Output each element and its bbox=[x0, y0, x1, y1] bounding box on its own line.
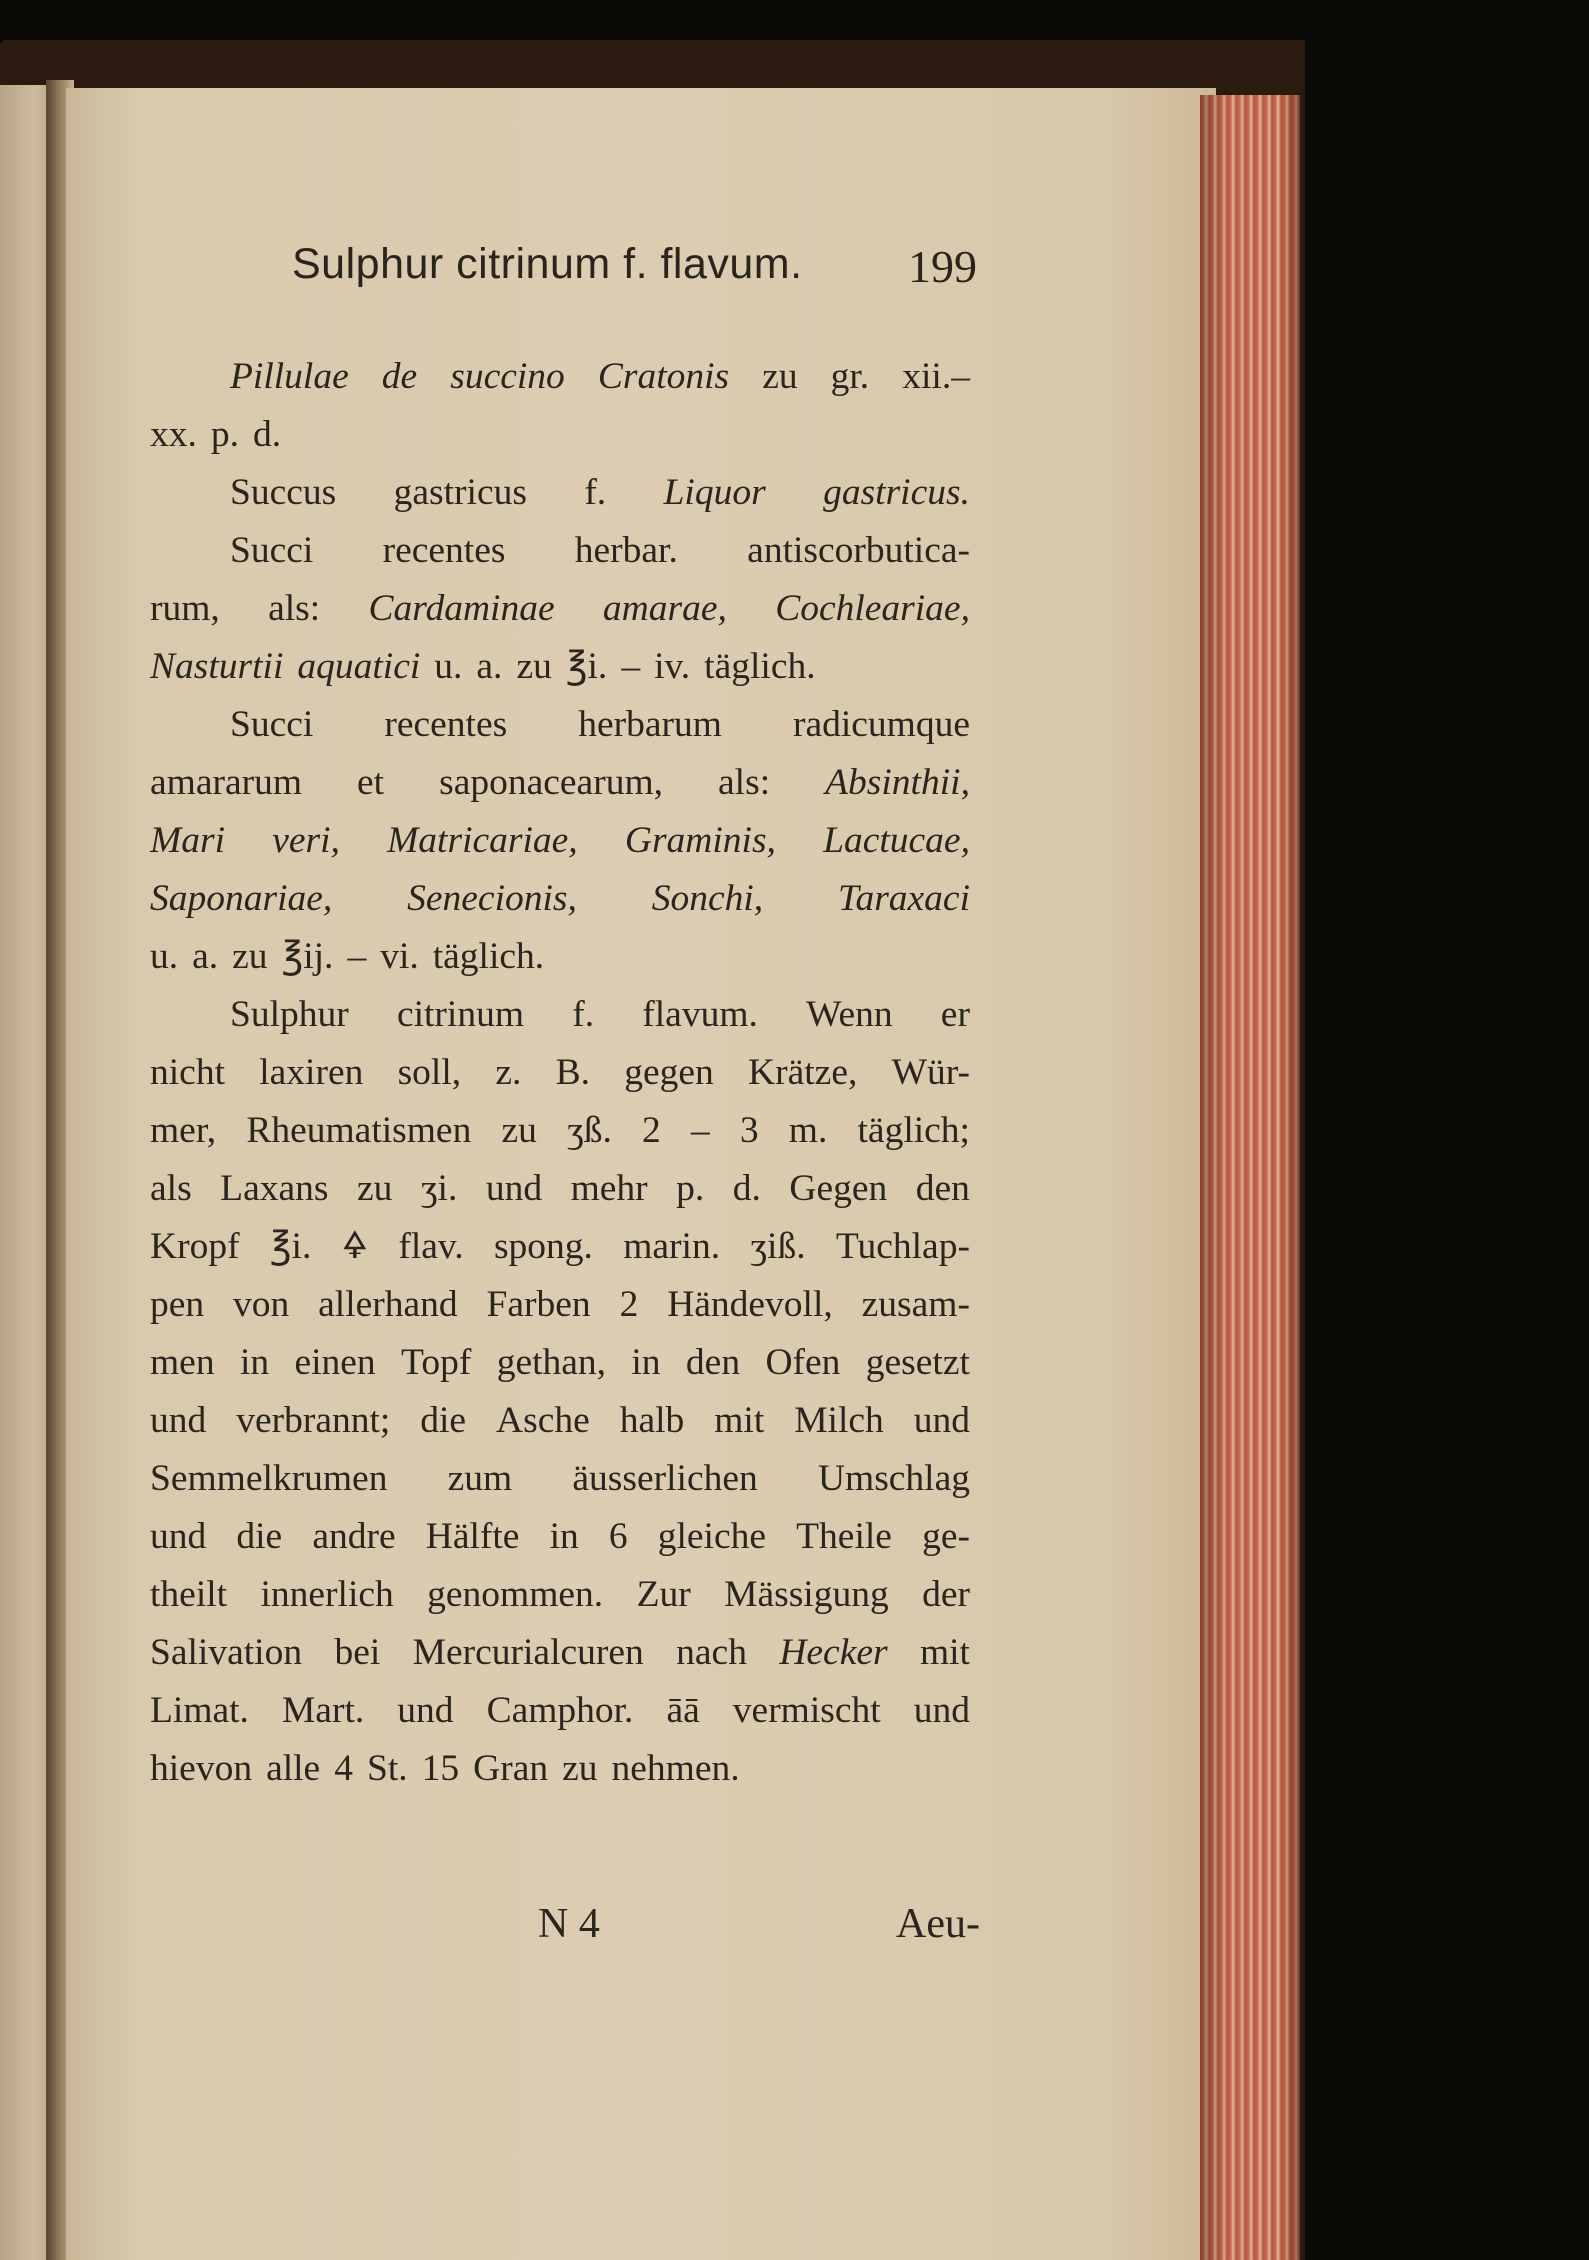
text-line bbox=[150, 406, 970, 464]
text-word: ge- bbox=[922, 1516, 970, 1557]
text-word: hievon bbox=[150, 1748, 253, 1789]
text-word: Ofen bbox=[765, 1342, 841, 1383]
text-word: als bbox=[150, 1168, 192, 1209]
text-word: p. bbox=[210, 414, 239, 455]
text-word: gastricus bbox=[393, 472, 527, 513]
text-word: genommen. bbox=[427, 1574, 604, 1615]
text-word: Farben bbox=[486, 1284, 591, 1325]
text-word: nehmen. bbox=[611, 1748, 740, 1789]
text-line bbox=[150, 522, 970, 580]
text-word: mer, bbox=[150, 1110, 217, 1151]
text-word: Mercurialcuren bbox=[412, 1632, 644, 1673]
page-footer bbox=[150, 1900, 980, 1960]
text-word: ℥ij. bbox=[281, 936, 334, 977]
text-word: 🜍 bbox=[341, 1226, 369, 1267]
text-word: gleiche bbox=[657, 1516, 767, 1557]
text-line bbox=[150, 1392, 970, 1450]
text-word: a. bbox=[192, 936, 219, 977]
text-word: recentes bbox=[384, 704, 508, 745]
text-word: rum, bbox=[150, 588, 220, 629]
text-line bbox=[150, 638, 970, 696]
text-word: gegen bbox=[624, 1052, 714, 1093]
text-word: zu bbox=[356, 1168, 393, 1209]
text-word: gethan, bbox=[496, 1342, 607, 1383]
text-word: soll, bbox=[397, 1052, 462, 1093]
text-word: Cardaminae bbox=[368, 588, 555, 629]
text-word: Topf bbox=[401, 1342, 472, 1383]
text-word: de bbox=[381, 356, 418, 397]
text-word: der bbox=[922, 1574, 970, 1615]
text-word: pen bbox=[150, 1284, 205, 1325]
text-word: Wür- bbox=[891, 1052, 970, 1093]
text-line bbox=[150, 1218, 970, 1276]
text-word: Gran bbox=[473, 1748, 549, 1789]
text-word: – bbox=[690, 1110, 710, 1151]
text-word: veri, bbox=[272, 820, 340, 861]
text-word: m. bbox=[788, 1110, 828, 1151]
text-word: Cratonis bbox=[597, 356, 730, 397]
text-word: in bbox=[239, 1342, 270, 1383]
text-word: Liquor bbox=[663, 472, 766, 513]
text-line bbox=[150, 986, 970, 1044]
page-body bbox=[150, 348, 970, 1798]
text-line bbox=[150, 1508, 970, 1566]
text-word: Milch bbox=[794, 1400, 884, 1441]
text-word: verbrannt; bbox=[236, 1400, 391, 1441]
text-word: u. bbox=[150, 936, 179, 977]
text-word: andre bbox=[312, 1516, 396, 1557]
text-line bbox=[150, 1450, 970, 1508]
text-word: 3 bbox=[739, 1110, 759, 1151]
running-title: Sulphur citrinum f. flavum. bbox=[292, 240, 803, 288]
text-word: zu bbox=[516, 646, 552, 687]
text-word: gastricus. bbox=[823, 472, 970, 513]
text-word: Rheumatismen bbox=[246, 1110, 472, 1151]
text-word: 4 bbox=[334, 1748, 353, 1789]
text-word: und bbox=[913, 1400, 970, 1441]
text-word: und bbox=[485, 1168, 543, 1209]
text-word: Tuchlap- bbox=[835, 1226, 970, 1267]
text-word: ʒß. bbox=[567, 1110, 612, 1151]
text-word: zu bbox=[501, 1110, 537, 1151]
text-word: innerlich bbox=[260, 1574, 394, 1615]
text-word: mit bbox=[919, 1632, 970, 1673]
text-word: u. bbox=[434, 646, 463, 687]
text-word: täglich. bbox=[704, 646, 816, 687]
text-word: zu bbox=[762, 356, 798, 397]
signature-mark: N 4 bbox=[538, 1901, 600, 1947]
text-word: marin. bbox=[623, 1226, 721, 1267]
text-word: alle bbox=[266, 1748, 321, 1789]
text-word: Lactucae, bbox=[823, 820, 970, 861]
text-line bbox=[150, 1160, 970, 1218]
text-word: vermischt bbox=[732, 1690, 881, 1731]
text-word: zum bbox=[447, 1458, 513, 1499]
text-word: Kropf bbox=[150, 1226, 240, 1267]
text-word: Umschlag bbox=[817, 1458, 970, 1499]
text-word: ʒi. bbox=[420, 1168, 458, 1209]
text-line bbox=[150, 1566, 970, 1624]
text-line bbox=[150, 580, 970, 638]
text-word: Senecionis, bbox=[407, 878, 577, 919]
text-word: und bbox=[397, 1690, 454, 1731]
running-header bbox=[292, 240, 977, 310]
text-line bbox=[150, 754, 970, 812]
text-word: Cochleariae, bbox=[775, 588, 970, 629]
text-word: Sulphur bbox=[230, 994, 349, 1035]
text-word: ℥i. bbox=[269, 1226, 312, 1267]
text-word: a. bbox=[476, 646, 503, 687]
text-word: Händevoll, bbox=[667, 1284, 833, 1325]
text-word: Limat. bbox=[150, 1690, 249, 1731]
text-word: recentes bbox=[382, 530, 506, 571]
text-word: laxiren bbox=[259, 1052, 364, 1093]
text-word: Mässigung bbox=[724, 1574, 889, 1615]
text-word: Taraxaci bbox=[838, 878, 970, 919]
text-word: als: bbox=[718, 762, 771, 803]
text-word: et bbox=[357, 762, 385, 803]
text-word: bei bbox=[334, 1632, 381, 1673]
text-word: Krätze, bbox=[748, 1052, 858, 1093]
text-word: Salivation bbox=[150, 1632, 303, 1673]
text-word: Absinthii, bbox=[825, 762, 970, 803]
text-word: Pillulae bbox=[230, 356, 349, 397]
text-word: men bbox=[150, 1342, 215, 1383]
text-word: mehr bbox=[570, 1168, 648, 1209]
text-word: allerhand bbox=[318, 1284, 458, 1325]
text-line bbox=[150, 1102, 970, 1160]
text-word: als: bbox=[268, 588, 321, 629]
text-word: amarae, bbox=[602, 588, 727, 629]
text-word: xx. bbox=[150, 414, 197, 455]
text-word: nicht bbox=[150, 1052, 225, 1093]
text-word: theilt bbox=[150, 1574, 228, 1615]
text-word: und bbox=[913, 1690, 970, 1731]
text-word: nach bbox=[676, 1632, 747, 1673]
text-line bbox=[150, 464, 970, 522]
text-word: f. bbox=[584, 472, 607, 513]
text-word: flavum. bbox=[642, 994, 758, 1035]
text-word: Semmelkrumen bbox=[150, 1458, 388, 1499]
text-line bbox=[150, 812, 970, 870]
text-word: Sonchi, bbox=[651, 878, 764, 919]
text-word: die bbox=[420, 1400, 467, 1441]
text-word: Succus bbox=[230, 472, 337, 513]
text-line bbox=[150, 696, 970, 754]
text-word: von bbox=[233, 1284, 290, 1325]
text-word: Wenn bbox=[806, 994, 893, 1035]
text-word: Mart. bbox=[281, 1690, 365, 1731]
text-word: 2 bbox=[619, 1284, 639, 1325]
text-word: Hälfte bbox=[425, 1516, 520, 1557]
text-word: amararum bbox=[150, 762, 302, 803]
text-word: spong. bbox=[493, 1226, 593, 1267]
text-word: Camphor. bbox=[486, 1690, 634, 1731]
text-word: aquatici bbox=[297, 646, 421, 687]
text-word: täglich. bbox=[432, 936, 545, 977]
text-word: 15 bbox=[421, 1748, 460, 1789]
text-word: radicumque bbox=[792, 704, 970, 745]
text-line bbox=[150, 1740, 970, 1798]
text-word: Succi bbox=[230, 704, 314, 745]
text-line bbox=[150, 1044, 970, 1102]
text-word: täglich; bbox=[857, 1110, 970, 1151]
text-word: zu bbox=[562, 1748, 598, 1789]
text-word: Laxans bbox=[220, 1168, 329, 1209]
text-word: gesetzt bbox=[865, 1342, 970, 1383]
text-word: und bbox=[150, 1400, 207, 1441]
text-word: die bbox=[236, 1516, 283, 1557]
text-word: mit bbox=[714, 1400, 765, 1441]
text-word: p. bbox=[676, 1168, 705, 1209]
text-word: Saponariae, bbox=[150, 878, 333, 919]
text-word: halb bbox=[619, 1400, 685, 1441]
text-word: Hecker bbox=[779, 1632, 888, 1673]
text-word: f. bbox=[572, 994, 595, 1035]
text-word: zu bbox=[232, 936, 268, 977]
text-word: ℥i. bbox=[565, 646, 608, 687]
text-word: flav. bbox=[398, 1226, 464, 1267]
text-word: zusam- bbox=[861, 1284, 970, 1325]
text-word: Asche bbox=[496, 1400, 590, 1441]
page-edge-shadow bbox=[1200, 95, 1300, 2260]
text-word: – bbox=[621, 646, 641, 687]
text-word: antiscorbutica- bbox=[747, 530, 970, 571]
text-word: d. bbox=[732, 1168, 761, 1209]
text-word: Graminis, bbox=[624, 820, 776, 861]
text-word: d. bbox=[253, 414, 282, 455]
text-word: St. bbox=[366, 1748, 408, 1789]
text-word: – bbox=[347, 936, 367, 977]
text-word: Mari bbox=[150, 820, 225, 861]
text-word: herbarum bbox=[578, 704, 722, 745]
text-line bbox=[150, 1682, 970, 1740]
text-word: Gegen bbox=[789, 1168, 888, 1209]
text-word: in bbox=[549, 1516, 579, 1557]
text-word: herbar. bbox=[574, 530, 678, 571]
text-word: Succi bbox=[230, 530, 314, 571]
text-word: gr. bbox=[830, 356, 870, 397]
text-word: iv. bbox=[654, 646, 691, 687]
text-word: ʒiß. bbox=[750, 1226, 806, 1267]
text-word: in bbox=[631, 1342, 661, 1383]
text-word: vi. bbox=[380, 936, 419, 977]
catchword: Aeu- bbox=[896, 1901, 980, 1947]
text-word: saponacearum, bbox=[439, 762, 663, 803]
text-line bbox=[150, 870, 970, 928]
text-word: den bbox=[685, 1342, 741, 1383]
text-word: citrinum bbox=[396, 994, 525, 1035]
text-line bbox=[150, 1276, 970, 1334]
text-line bbox=[150, 348, 970, 406]
page-number: 199 bbox=[908, 241, 977, 292]
text-word: er bbox=[940, 994, 970, 1035]
text-word: Nasturtii bbox=[150, 646, 284, 687]
text-line bbox=[150, 1624, 970, 1682]
text-word: B. bbox=[555, 1052, 591, 1093]
text-word: den bbox=[915, 1168, 970, 1209]
text-word: 2 bbox=[642, 1110, 661, 1151]
text-word: und bbox=[150, 1516, 207, 1557]
text-word: Matricariae, bbox=[387, 820, 578, 861]
text-word: äusserlichen bbox=[572, 1458, 758, 1499]
text-word: xii.– bbox=[902, 356, 970, 397]
text-word: āā bbox=[666, 1690, 700, 1731]
text-line bbox=[150, 1334, 970, 1392]
text-word: Theile bbox=[796, 1516, 892, 1557]
text-word: z. bbox=[495, 1052, 522, 1093]
text-word: 6 bbox=[608, 1516, 628, 1557]
text-word: succino bbox=[450, 356, 565, 397]
text-line bbox=[150, 928, 970, 986]
text-word: einen bbox=[294, 1342, 376, 1383]
text-word: Zur bbox=[636, 1574, 691, 1615]
